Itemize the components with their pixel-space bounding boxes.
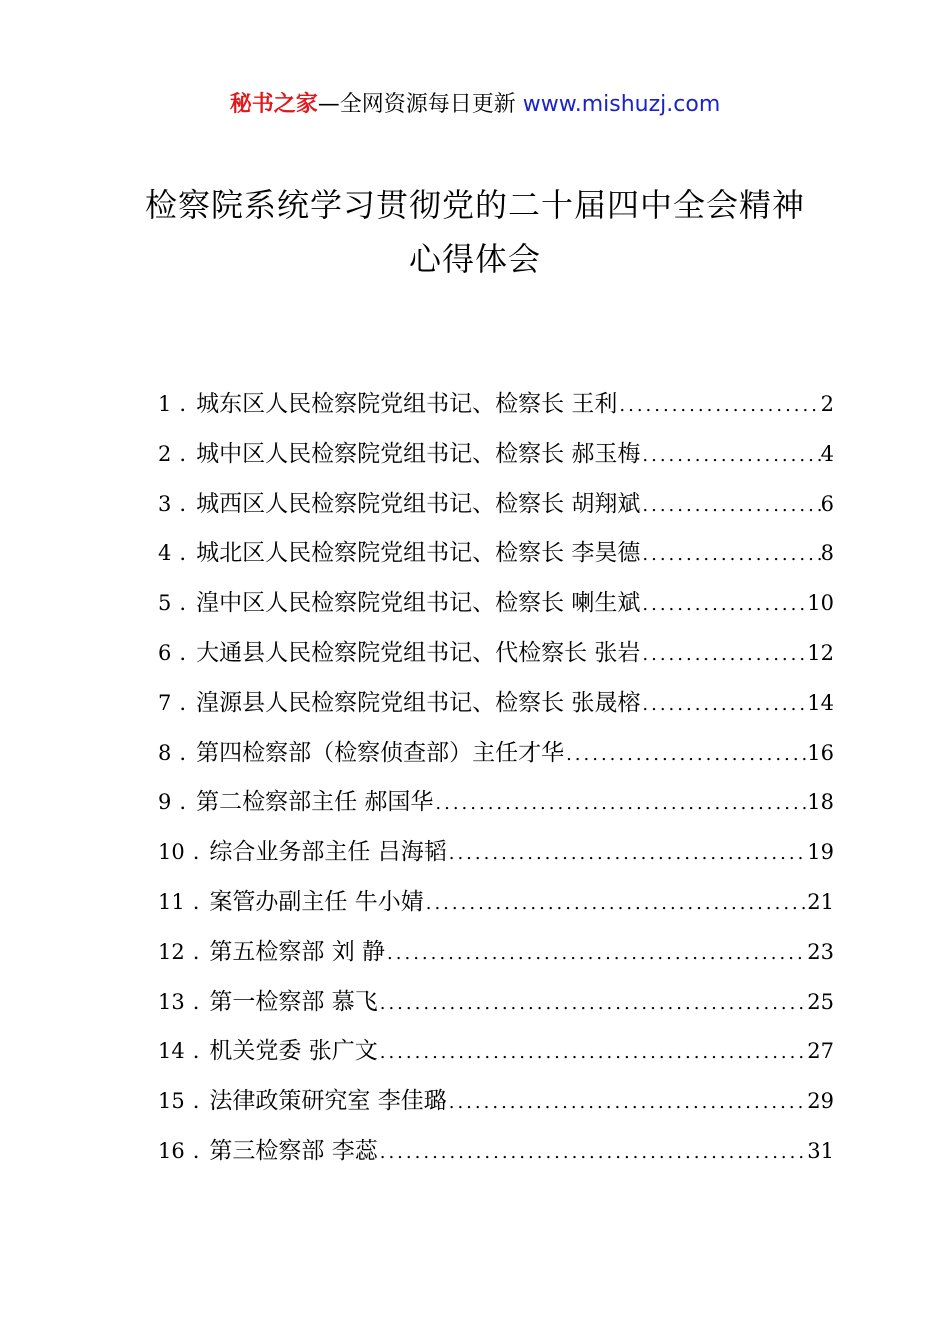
toc-entry[interactable] <box>158 380 834 430</box>
toc-entry[interactable] <box>158 430 834 480</box>
toc-entry-separator: . <box>179 591 187 616</box>
toc-dot-leader <box>378 1028 808 1077</box>
toc-entry-title: 法律政策研究室 李佳璐 <box>209 1088 447 1115</box>
toc-entry-page-number: 10 <box>807 591 834 616</box>
toc-entry-number: 16 <box>158 1138 185 1163</box>
toc-entry-title: 湟中区人民检察院党组书记、检察长 喇生斌 <box>196 590 641 617</box>
toc-dot-leader <box>640 580 807 629</box>
toc-entry-title: 湟源县人民检察院党组书记、检察长 张晟榕 <box>196 689 641 716</box>
toc-entry-title: 机关党委 张广文 <box>209 1038 378 1065</box>
toc-entry-separator: . <box>179 690 187 715</box>
toc-entry-page-number: 27 <box>807 1039 834 1064</box>
toc-entry-number: 8 <box>158 740 172 765</box>
toc-entry-page-number: 16 <box>807 740 834 765</box>
toc-entry-separator: . <box>179 491 187 516</box>
brand-name: 秘书之家 <box>229 92 318 117</box>
toc-dot-leader <box>385 929 807 978</box>
toc-entry[interactable] <box>158 1027 834 1077</box>
toc-dot-leader <box>424 879 808 928</box>
toc-entry-number: 11 <box>158 889 185 914</box>
toc-entry-separator: . <box>179 392 187 416</box>
toc-entry[interactable] <box>158 729 834 779</box>
toc-entry-separator: . <box>179 441 187 466</box>
toc-entry-number: 4 <box>158 541 172 566</box>
site-banner <box>0 88 950 122</box>
toc-dot-leader <box>378 979 808 1028</box>
toc-entry-title: 案管办副主任 牛小婧 <box>209 888 424 915</box>
toc-entry-number: 14 <box>158 1039 185 1064</box>
toc-dot-leader <box>640 481 820 530</box>
toc-entry-separator: . <box>192 1138 200 1163</box>
toc-entry-number: 7 <box>158 690 172 715</box>
toc-entry-number: 15 <box>158 1089 185 1114</box>
toc-dot-leader <box>640 680 807 729</box>
toc-entry-separator: . <box>179 541 187 566</box>
toc-entry-page-number: 8 <box>820 541 834 566</box>
toc-entry-number: 12 <box>158 939 185 964</box>
toc-entry[interactable] <box>158 629 834 679</box>
toc-entry[interactable] <box>158 828 834 878</box>
toc-entry-title: 城中区人民检察院党组书记、检察长 郝玉梅 <box>196 440 641 467</box>
toc-entry[interactable] <box>158 928 834 978</box>
toc-entry-title: 城北区人民检察院党组书记、检察长 李昊德 <box>196 540 641 567</box>
toc-entry[interactable] <box>158 778 834 828</box>
document-title <box>0 178 950 286</box>
toc-entry-title: 第一检察部 慕飞 <box>209 988 378 1015</box>
toc-dot-leader <box>433 779 807 828</box>
toc-entry-title: 城东区人民检察院党组书记、检察长 王利 <box>196 391 618 417</box>
toc-entry-page-number: 29 <box>807 1089 834 1114</box>
toc-entry-separator: . <box>179 640 187 665</box>
title-line-1: 检察院系统学习贯彻党的二十届四中全会精神 <box>144 186 805 224</box>
toc-entry-page-number: 19 <box>807 840 834 865</box>
toc-dot-leader <box>447 829 808 878</box>
toc-entry-separator: . <box>179 790 187 815</box>
toc-entry-page-number: 14 <box>807 690 834 715</box>
toc-entry-number: 9 <box>158 790 172 815</box>
toc-entry-number: 5 <box>158 591 172 616</box>
site-url-link[interactable]: www.mishuzj.com <box>522 92 721 117</box>
toc-entry-separator: . <box>192 889 200 914</box>
title-line-2: 心得体会 <box>408 240 541 278</box>
toc-dot-leader <box>640 530 820 579</box>
toc-entry-separator: . <box>192 989 200 1014</box>
toc-dot-leader <box>378 1128 808 1177</box>
toc-entry-title: 综合业务部主任 吕海韬 <box>209 839 447 866</box>
toc-entry-page-number: 31 <box>807 1138 834 1163</box>
toc-entry-number: 3 <box>158 491 172 516</box>
toc-entry-page-number: 21 <box>807 889 834 914</box>
toc-entry[interactable] <box>158 679 834 729</box>
toc-entry-title: 第三检察部 李蕊 <box>209 1137 378 1164</box>
toc-entry[interactable] <box>158 480 834 530</box>
toc-entry-number: 1 <box>158 392 172 416</box>
toc-entry-number: 2 <box>158 441 172 466</box>
toc-entry-separator: . <box>192 1089 200 1114</box>
toc-entry[interactable] <box>158 1077 834 1127</box>
toc-entry-page-number: 2 <box>820 392 834 416</box>
toc-dot-leader <box>640 630 807 679</box>
toc-entry-page-number: 18 <box>807 790 834 815</box>
toc-entry-title: 第二检察部主任 郝国华 <box>196 789 434 816</box>
toc-entry[interactable] <box>158 529 834 579</box>
toc-entry-separator: . <box>179 740 187 765</box>
toc-entry-page-number: 6 <box>820 491 834 516</box>
toc-entry-number: 6 <box>158 640 172 665</box>
toc-entry-page-number: 12 <box>807 640 834 665</box>
toc-entry[interactable] <box>158 1127 834 1177</box>
toc-entry[interactable] <box>158 978 834 1028</box>
toc-entry-separator: . <box>192 840 200 865</box>
toc-entry[interactable] <box>158 579 834 629</box>
banner-tagline: —全网资源每日更新 <box>317 92 523 117</box>
toc-entry-page-number: 23 <box>807 939 834 964</box>
toc-entry-number: 10 <box>158 840 185 865</box>
toc-dot-leader <box>447 1078 808 1127</box>
toc-entry-separator: . <box>192 939 200 964</box>
toc-entry-title: 城西区人民检察院党组书记、检察长 胡翔斌 <box>196 490 641 517</box>
toc-entry-separator: . <box>192 1039 200 1064</box>
toc-dot-leader <box>564 730 807 779</box>
toc-entry[interactable] <box>158 878 834 928</box>
toc-entry-number: 13 <box>158 989 185 1014</box>
table-of-contents <box>158 380 834 1177</box>
toc-entry-page-number: 4 <box>820 441 834 466</box>
toc-entry-page-number: 25 <box>807 989 834 1014</box>
toc-dot-leader <box>640 431 820 480</box>
toc-entry-title: 第四检察部（检察侦查部）主任才华 <box>196 739 565 766</box>
toc-dot-leader <box>617 381 820 430</box>
toc-entry-title: 大通县人民检察院党组书记、代检察长 张岩 <box>196 639 641 666</box>
toc-entry-title: 第五检察部 刘 静 <box>209 938 386 965</box>
